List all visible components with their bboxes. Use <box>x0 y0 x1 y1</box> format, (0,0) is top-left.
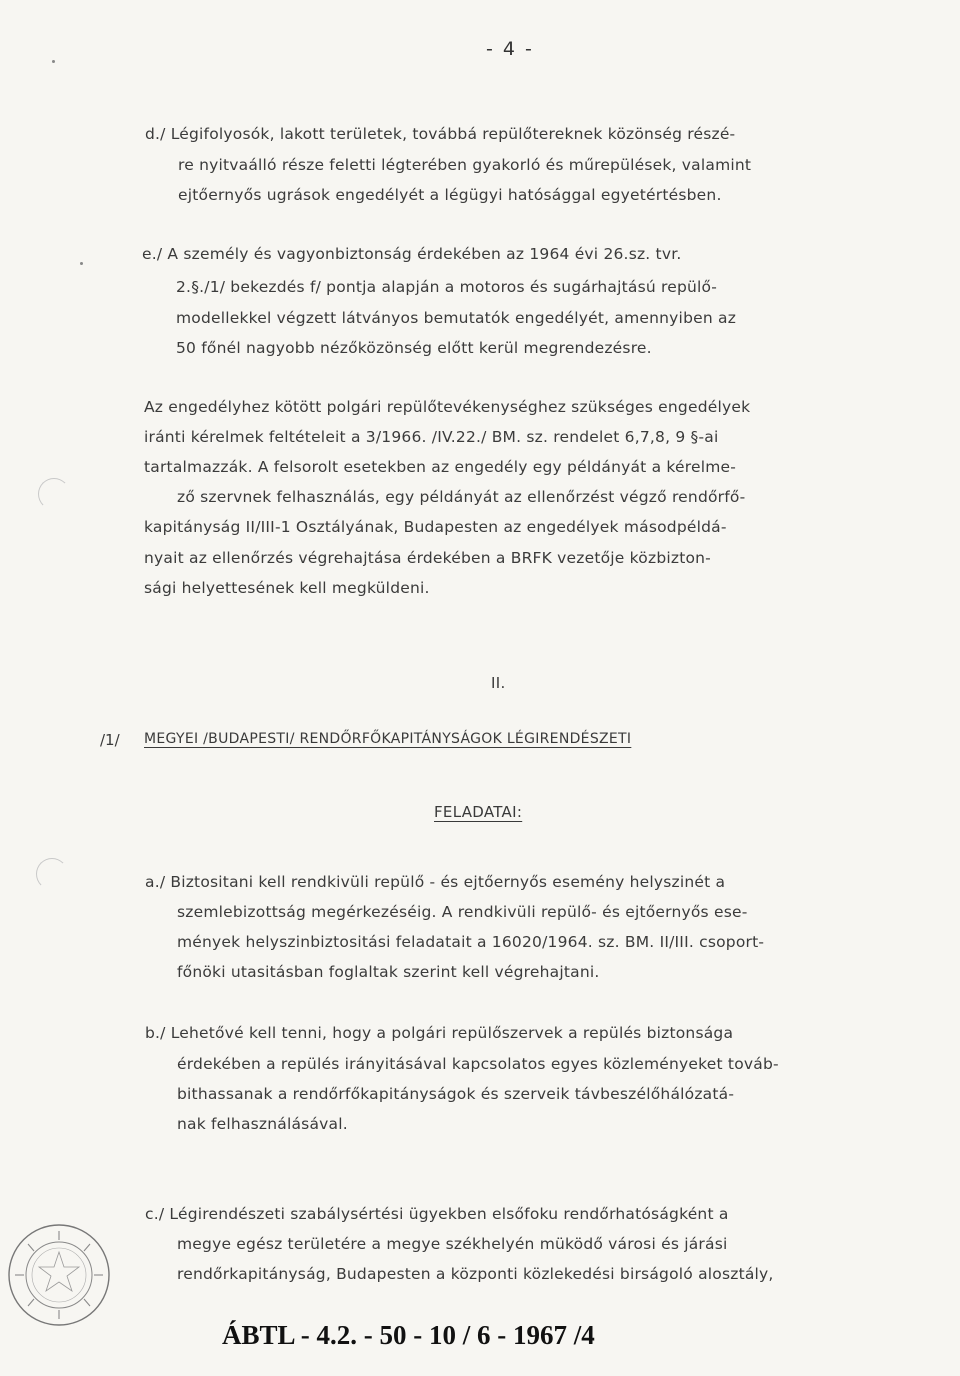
section-b-line-4: nak felhasználásával. <box>177 1115 348 1133</box>
section-e-line-3: modellekkel végzett látványos bemutatók engedélyét, amennyiben az <box>176 309 737 327</box>
paragraph-line-2: iránti kérelmek feltételeit a 3/1966. /IV.22./ BM. sz. rendelet 6,7,8, 9 §-ai <box>144 428 719 446</box>
section-e-line-4: 50 főnél nagyobb nézőközönség előtt kerül megrendezésre. <box>176 339 652 357</box>
speck <box>80 262 83 265</box>
section-d-line-2: re nyitvaálló része feletti légterében gyakorló és műrepülések, valamint <box>178 156 752 174</box>
section-a-line-2: szemlebizottság megérkezéséig. A rendkivüli repülő- és ejtőernyős ese- <box>177 903 748 921</box>
item-1-marker: /1/ <box>100 731 120 749</box>
section-b-line-3: bithassanak a rendőrfőkapitányságok és szerveik távbeszélőhálózatá- <box>177 1085 735 1103</box>
section-d-line-3: ejtőernyős ugrások engedélyét a légügyi hatósággal egyetértésben. <box>178 186 722 204</box>
section-c-line-2: megye egész területére a megye székhelyén müködő városi és járási <box>177 1235 728 1253</box>
item-1-title: MEGYEI /BUDAPESTI/ RENDŐRFŐKAPITÁNYSÁGOK LÉGIRENDÉSZETI <box>144 731 632 747</box>
section-c-line-1: c./ Légirendészeti szabálysértési ügyekben elsőfoku rendőrhatóságként a <box>145 1205 729 1223</box>
section-d-line-1: d./ Légifolyosók, lakott területek, továbbá repülőtereknek közönség részé- <box>145 125 736 143</box>
archive-stamp-seal <box>6 1222 112 1328</box>
speck <box>52 60 55 63</box>
paragraph-line-3: tartalmazzák. A felsorolt esetekben az engedély egy példányát a kérelme- <box>144 458 737 476</box>
section-a-line-3: mények helyszinbiztositási feladatait a 16020/1964. sz. BM. II/III. csoport- <box>177 933 765 951</box>
roman-heading: II. <box>491 674 506 692</box>
section-a-line-1: a./ Biztositani kell rendkivüli repülő - és ejtőernyős esemény helyszinét a <box>145 873 726 891</box>
section-b-line-1: b./ Lehetővé kell tenni, hogy a polgári repülőszervek a repülés biztonsága <box>145 1024 734 1042</box>
paragraph-line-6: nyait az ellenőrzés végrehajtása érdekében a BRFK vezetője közbizton- <box>144 549 711 567</box>
section-b-line-2: érdekében a repülés irányitásával kapcsolatos egyes közleményeket továb- <box>177 1055 779 1073</box>
section-e-line-1: e./ A személy és vagyonbiztonság érdekében az 1964 évi 26.sz. tvr. <box>142 245 682 263</box>
section-e-line-2: 2.§./1/ bekezdés f/ pontja alapján a motoros és sugárhajtású repülő- <box>176 278 718 296</box>
punch-hole-mark-bottom <box>36 858 68 890</box>
paragraph-line-7: sági helyettesének kell megküldeni. <box>144 579 430 597</box>
archive-reference: ÁBTL - 4.2. - 50 - 10 / 6 - 1967 /4 <box>222 1320 595 1350</box>
paragraph-line-1: Az engedélyhez kötött polgári repülőtevékenységhez szükséges engedélyek <box>144 398 751 416</box>
section-c-line-3: rendőrkapitányság, Budapesten a központi közlekedési birságoló alosztály, <box>177 1265 774 1283</box>
item-1-subtitle: FELADATAI: <box>434 803 523 821</box>
punch-hole-mark-top <box>38 478 70 510</box>
paragraph-line-4: ző szervnek felhasználás, egy példányát az ellenőrzést végző rendőrfő- <box>177 488 746 506</box>
page-number: - 4 - <box>486 38 534 60</box>
section-a-line-4: főnöki utasitásban foglaltak szerint kell végrehajtani. <box>177 963 600 981</box>
paragraph-line-5: kapitányság II/III-1 Osztályának, Budapesten az engedélyek másodpéldá- <box>144 518 727 536</box>
